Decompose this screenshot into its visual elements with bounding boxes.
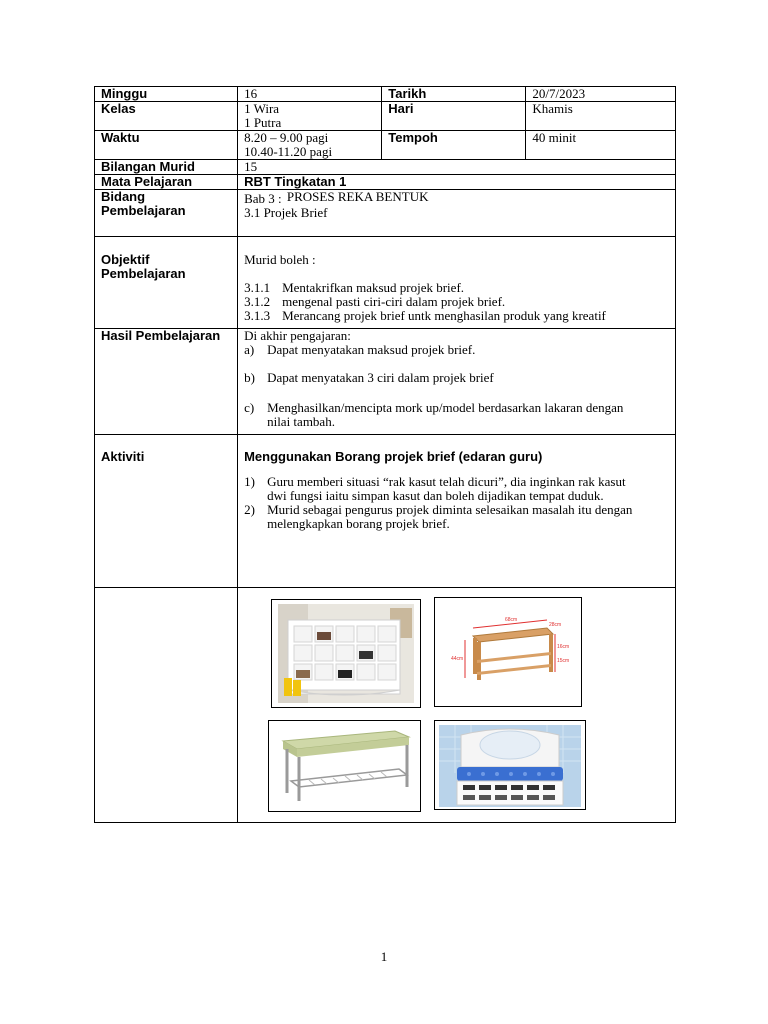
- objektif-item-num: 3.1.2: [244, 294, 271, 309]
- aktiviti-item-num: 1): [244, 474, 255, 489]
- objektif-item-num: 3.1.1: [244, 280, 271, 295]
- row-minggu: [95, 87, 676, 102]
- blue-cushion-bench-image: [434, 720, 586, 810]
- row-mata-pelajaran: [95, 175, 676, 190]
- hasil-item-num: a): [244, 342, 255, 357]
- mata-value: RBT Tingkatan 1: [238, 175, 676, 190]
- row-kelas: [95, 102, 676, 131]
- tempoh-value: 40 minit: [526, 131, 676, 160]
- aktiviti-heading: Menggunakan Borang projek brief (edaran guru): [244, 449, 543, 464]
- bidang-title: PROSES REKA BENTUK: [286, 189, 429, 204]
- padded-bench-illustration: [269, 721, 420, 811]
- aktiviti-label: [95, 435, 238, 588]
- tarikh-label: Tarikh: [382, 87, 526, 102]
- row-bilangan: [95, 160, 676, 175]
- hasil-item-text-cont: nilai tambah.: [267, 414, 335, 429]
- objektif-item: [244, 309, 669, 323]
- shoe-cabinet-image: [271, 599, 421, 708]
- wooden-bench-image: [434, 597, 582, 707]
- aktiviti-content: [238, 435, 676, 588]
- objektif-label-2: Pembelajaran: [101, 266, 186, 281]
- aktiviti-item: [244, 475, 669, 503]
- waktu-value-2: 10.40-11.20 pagi: [244, 144, 333, 159]
- minggu-label: Minggu: [95, 87, 238, 102]
- objektif-item-text: mengenal pasti ciri-ciri dalam projek brief.: [282, 294, 506, 309]
- hasil-label: Hasil Pembelajaran: [95, 329, 238, 435]
- objektif-label: [95, 237, 238, 329]
- images-label-cell: [95, 588, 238, 823]
- bidang-sub: 3.1 Projek Brief: [244, 205, 328, 220]
- bidang-label: [95, 190, 238, 237]
- objektif-label-1: Objektif: [101, 252, 150, 267]
- dimension-label-top: 68cm: [505, 617, 518, 623]
- objektif-item: [244, 295, 669, 309]
- waktu-value-1: 8.20 – 9.00 pagi: [244, 130, 329, 145]
- tarikh-value: 20/7/2023: [526, 87, 676, 102]
- row-bidang: [95, 190, 676, 237]
- mata-label: Mata Pelajaran: [95, 175, 238, 190]
- dimension-label-shelf: 16cm: [557, 644, 570, 650]
- row-waktu: [95, 131, 676, 160]
- hasil-item-text: Dapat menyatakan maksud projek brief.: [267, 342, 476, 357]
- lesson-plan-table: [94, 86, 676, 823]
- hasil-item-text: Dapat menyatakan 3 ciri dalam projek brief: [267, 370, 494, 385]
- aktiviti-item-num: 2): [244, 502, 255, 517]
- hasil-item-text: Menghasilkan/mencipta mork up/model berdasarkan lakaran dengan: [267, 400, 624, 415]
- objektif-item-num: 3.1.3: [244, 308, 271, 323]
- bidang-value: [238, 190, 676, 237]
- objektif-item: [244, 281, 669, 295]
- tempoh-label: Tempoh: [382, 131, 526, 160]
- wooden-bench-illustration: [435, 598, 581, 706]
- row-objektif: [95, 237, 676, 329]
- aktiviti-item-text-cont: melengkapkan borang projek brief.: [267, 516, 450, 531]
- aktiviti-item-text-cont: dwi fungsi iaitu simpan kasut dan boleh dijadikan tempat duduk.: [267, 488, 604, 503]
- aktiviti-label-text: Aktiviti: [101, 449, 145, 464]
- kelas-value-1: 1 Wira: [244, 101, 280, 116]
- row-hasil: [95, 329, 676, 435]
- hari-label: Hari: [382, 102, 526, 131]
- shoe-cabinet-illustration: [272, 600, 420, 707]
- waktu-label: Waktu: [95, 131, 238, 160]
- objektif-item-text: Mentakrifkan maksud projek brief.: [282, 280, 465, 295]
- waktu-value: [238, 131, 382, 160]
- hasil-item: [244, 401, 669, 429]
- hasil-item: [244, 371, 669, 385]
- hasil-item-num: b): [244, 370, 255, 385]
- blue-cushion-bench-illustration: [435, 721, 585, 809]
- bilangan-label: Bilangan Murid: [95, 160, 238, 175]
- kelas-value: [238, 102, 382, 131]
- bidang-prefix: Bab 3 :: [244, 191, 282, 206]
- hasil-content: [238, 329, 676, 435]
- aktiviti-item-text: Guru memberi situasi “rak kasut telah dicuri”, dia inginkan rak kasut: [267, 474, 626, 489]
- aktiviti-item: [244, 503, 669, 531]
- padded-bench-image: [268, 720, 421, 812]
- dimension-label-depth: 28cm: [549, 622, 562, 628]
- minggu-value: 16: [238, 87, 382, 102]
- objektif-item-text: Merancang projek brief untk menghasilan produk yang kreatif: [282, 308, 606, 323]
- dimension-label-height: 44cm: [451, 656, 464, 662]
- hasil-item: [244, 343, 669, 357]
- hasil-item-num: c): [244, 400, 255, 415]
- row-aktiviti: [95, 435, 676, 588]
- hari-value: Khamis: [526, 102, 676, 131]
- objektif-intro: Murid boleh :: [244, 252, 316, 267]
- bilangan-value: 15: [238, 160, 676, 175]
- bidang-label-2: Pembelajaran: [101, 203, 186, 218]
- objektif-content: [238, 237, 676, 329]
- aktiviti-item-text: Murid sebagai pengurus projek diminta selesaikan masalah itu dengan: [267, 502, 633, 517]
- dimension-label-shelf2: 15cm: [557, 658, 570, 664]
- kelas-value-2: 1 Putra: [244, 115, 282, 130]
- bidang-label-1: Bidang: [101, 189, 146, 204]
- kelas-label: Kelas: [95, 102, 238, 131]
- page-number: 1: [380, 949, 388, 964]
- hasil-intro: Di akhir pengajaran:: [244, 328, 351, 343]
